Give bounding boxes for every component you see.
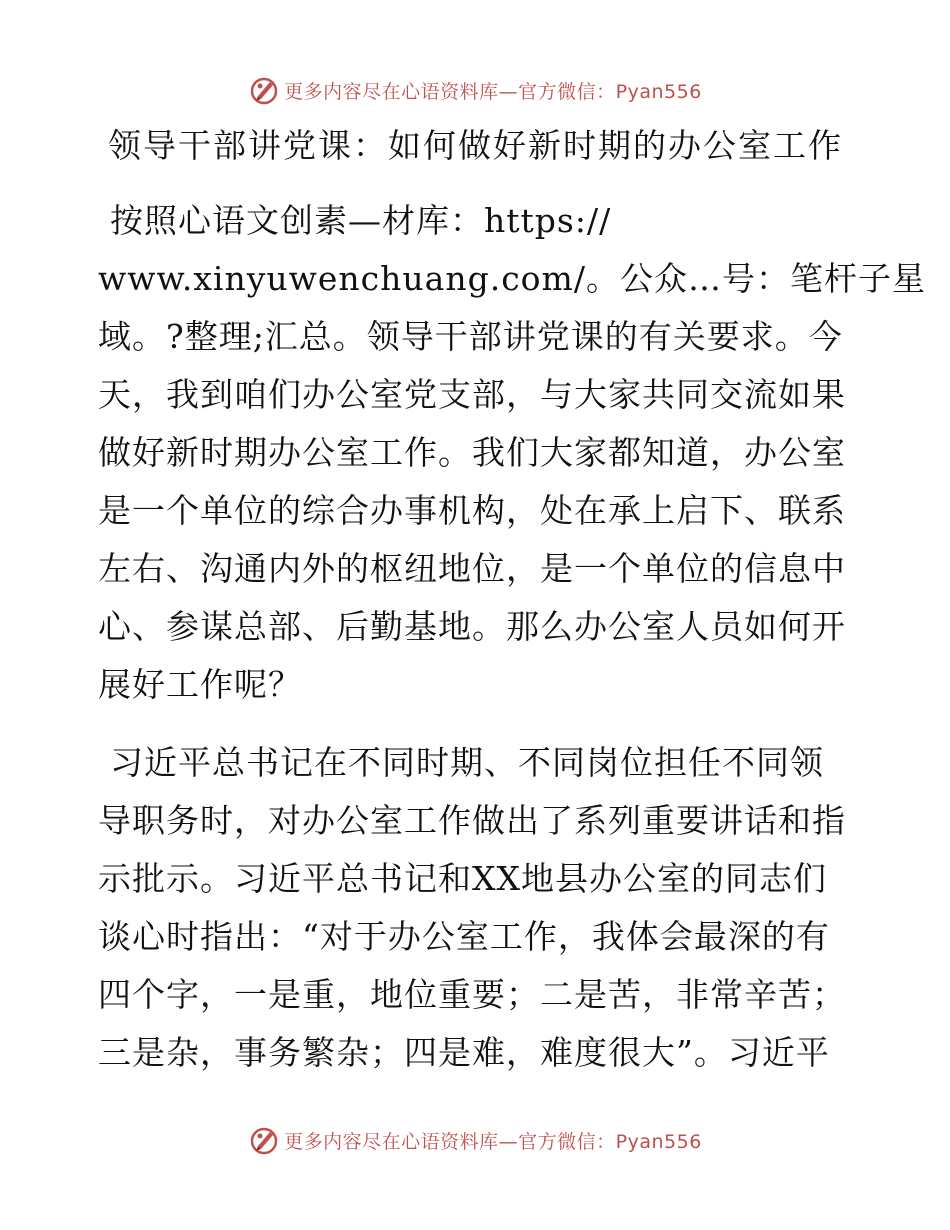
banner-slogan: 更多内容尽在心语资料库: [284, 1130, 499, 1153]
banner-text: [284, 77, 702, 104]
banner-wechat: 官方微信：Pyan556: [518, 1130, 702, 1153]
paragraph-1: [98, 192, 926, 714]
paragraph-line: 导职务时，对办公室工作做出了系列重要讲话和指: [98, 801, 846, 840]
paragraph-line: 按照心语文创素—材库：https://: [110, 201, 612, 240]
paragraph-line: 天，我到咱们办公室党支部，与大家共同交流如果: [98, 375, 846, 414]
banner-slogan: 更多内容尽在心语资料库: [284, 80, 499, 103]
paragraph-line: 心、参谋总部、后勤基地。那么办公室人员如何开: [98, 607, 846, 646]
paragraph-line: 谈心时指出：“对于办公室工作，我体会最深的有: [98, 917, 830, 956]
paragraph-line: 域。?整理;汇总。领导干部讲党课的有关要求。今: [98, 317, 843, 356]
banner-text: [284, 1127, 702, 1154]
banner-dash: —: [498, 80, 519, 103]
header-banner: [0, 70, 950, 110]
pen-logo-icon: [248, 74, 280, 106]
banner-dash: —: [498, 1130, 519, 1153]
paragraph-line: 示批示。习近平总书记和XX地县办公室的同志们: [98, 859, 827, 898]
paragraph-line: 左右、沟通内外的枢纽地位，是一个单位的信息中: [98, 549, 846, 588]
paragraph-line: 三是杂，事务繁杂；四是难，难度很大”。习近平: [98, 1033, 830, 1072]
footer-banner: [0, 1120, 950, 1160]
pen-logo-icon: [248, 1124, 280, 1156]
paragraph-line: 习近平总书记在不同时期、不同岗位担任不同领: [110, 743, 824, 782]
paragraph-line: 做好新时期办公室工作。我们大家都知道，办公室: [98, 433, 846, 472]
paragraph-2: [98, 734, 858, 1082]
banner-wechat: 官方微信：Pyan556: [518, 80, 702, 103]
paragraph-line: 展好工作呢？: [98, 665, 302, 704]
document-title: 领导干部讲党课：如何做好新时期的办公室工作: [108, 126, 843, 165]
paragraph-line: 四个字，一是重，地位重要；二是苦，非常辛苦；: [98, 975, 846, 1014]
paragraph-line: 是一个单位的综合办事机构，处在承上启下、联系: [98, 491, 846, 530]
paragraph-line: www.xinyuwenchuang.com/。公众…号：笔杆子星: [98, 259, 926, 298]
